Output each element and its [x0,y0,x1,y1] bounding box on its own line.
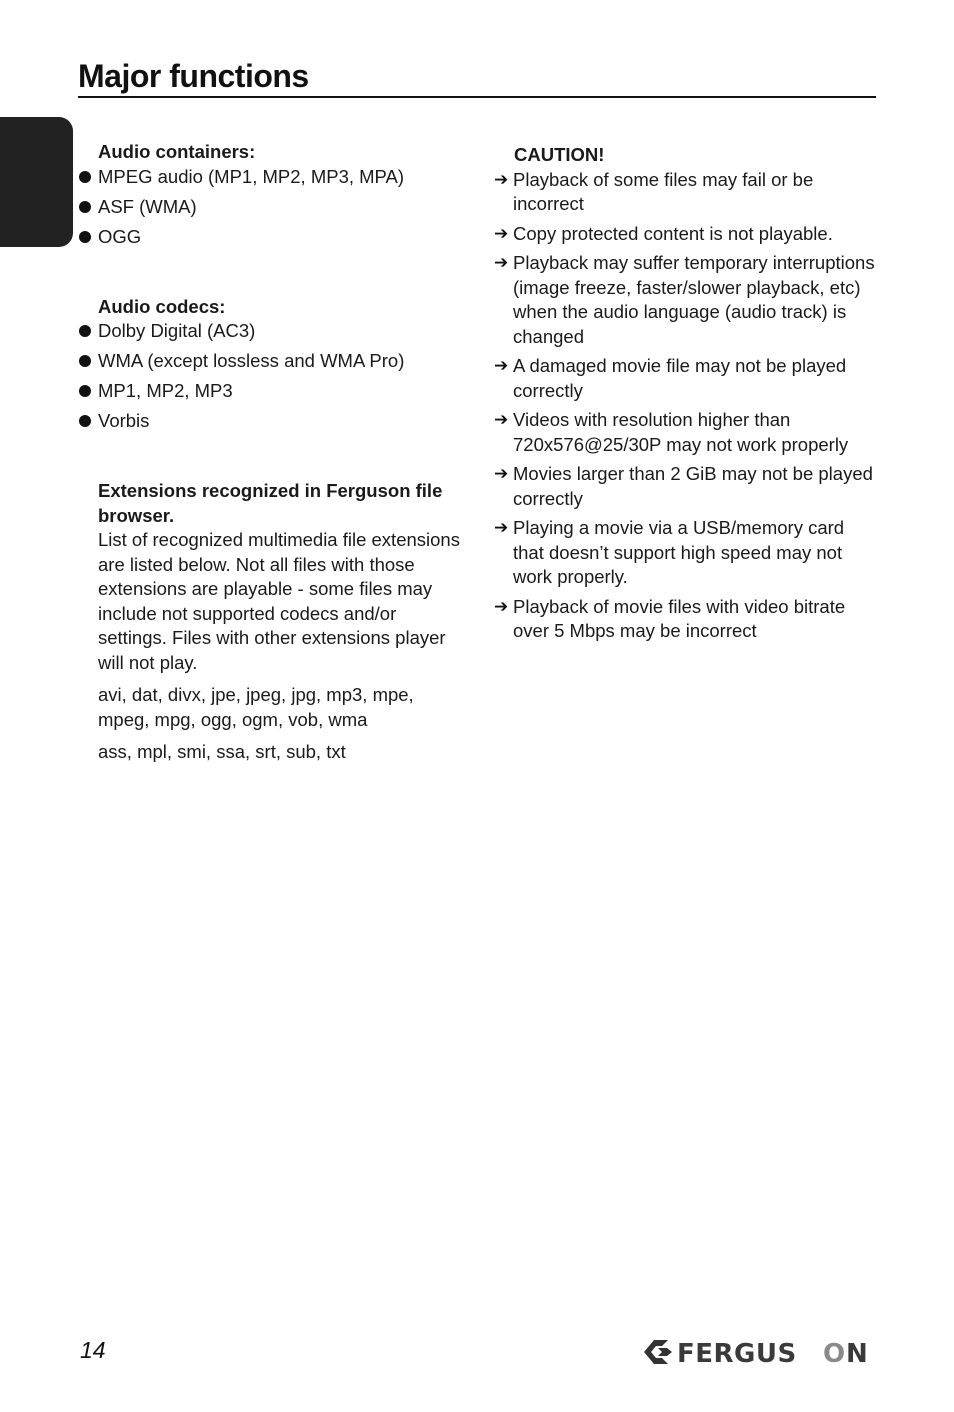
extensions-heading: Extensions recognized in Ferguson file browser. [98,480,443,526]
list-item-text: Vorbis [98,410,150,431]
audio-codecs-heading: Audio codecs: [98,295,226,317]
list-item [494,595,879,644]
list-item-text: Copy protected content is not playable. [513,222,833,244]
list-item [494,516,879,590]
bullet-icon [79,171,91,183]
list-item [78,409,463,434]
list-item [494,462,879,511]
list-item [78,379,463,404]
list-item [78,349,463,374]
language-tab-label: ENGLISH [24,249,49,351]
bullet-icon [79,415,91,427]
media-extensions-list: avi, dat, divx, jpe, jpeg, jpg, mp3, mpe, mpeg, mpg, ogg, ogm, vob, wma [98,684,414,730]
bullet-icon [79,325,91,337]
subtitle-extensions-list: ass, mpl, smi, ssa, srt, sub, txt [98,741,346,762]
bullet-icon [79,385,91,397]
caution-list [494,168,879,644]
list-item [494,168,879,217]
list-item-text: A damaged movie file may not be played correctly [513,355,847,401]
arrow-right-icon: ➔ [494,518,509,538]
list-item-text: Videos with resolution higher than 720x576@25/30P may not work properly [513,409,849,455]
svg-text:N: N [846,1339,868,1368]
list-item-text: OGG [98,225,142,247]
list-item [78,195,463,220]
list-item [494,354,879,403]
svg-text:FERGUS: FERGUS [677,1339,797,1368]
list-item-text: MP1, MP2, MP3 [98,380,233,401]
list-item-text: Playback of movie files with video bitrate over 5 Mbps may be incorrect [513,595,846,641]
list-item-text: Playback may suffer temporary interruptions (image freeze, faster/slower playback, etc) when the audio language (audio track) is changed [513,252,875,347]
language-tab [0,117,73,351]
bullet-icon [79,201,91,213]
bullet-icon [79,355,91,367]
list-item [494,222,879,247]
audio-codecs-list [78,319,463,434]
svg-text:O: O [823,1339,846,1368]
list-item-text: ASF (WMA) [98,195,197,217]
list-item [494,251,879,349]
title-underline [78,96,876,98]
left-column [78,140,463,765]
list-item-text: Playing a movie via a USB/memory card that doesn’t support high speed may not work properly. [513,517,845,587]
list-item [494,408,879,457]
arrow-right-icon: ➔ [494,356,509,376]
arrow-right-icon: ➔ [494,410,509,430]
caution-heading: CAUTION! [514,144,605,165]
arrow-right-icon: ➔ [494,223,509,244]
ferguson-logo-icon [644,1340,672,1364]
list-item-text: Dolby Digital (AC3) [98,320,256,341]
right-column [494,143,879,649]
arrow-right-icon: ➔ [494,253,509,273]
ferguson-logo [641,1336,874,1368]
list-item [78,165,463,190]
bullet-icon [79,231,91,243]
list-item [78,319,463,344]
arrow-right-icon: ➔ [494,464,509,484]
page-title: Major functions [78,58,309,94]
list-item-text: Playback of some files may fail or be incorrect [513,168,814,214]
list-item-text: WMA (except lossless and WMA Pro) [98,350,405,371]
audio-containers-list [78,165,463,250]
audio-containers-heading: Audio containers: [98,141,256,162]
arrow-right-icon: ➔ [494,169,509,190]
list-item [78,225,463,250]
arrow-right-icon: ➔ [494,596,509,617]
list-item-text: Movies larger than 2 GiB may not be played correctly [513,463,873,509]
page-number: 14 [80,1337,106,1363]
list-item-text: MPEG audio (MP1, MP2, MP3, MPA) [98,165,405,187]
extensions-description: List of recognized multimedia file extensions are listed below. Not all files with those extensions are playable - some files may include not supported codecs and/or settings. Files with other extensions player will not play. [98,529,460,673]
